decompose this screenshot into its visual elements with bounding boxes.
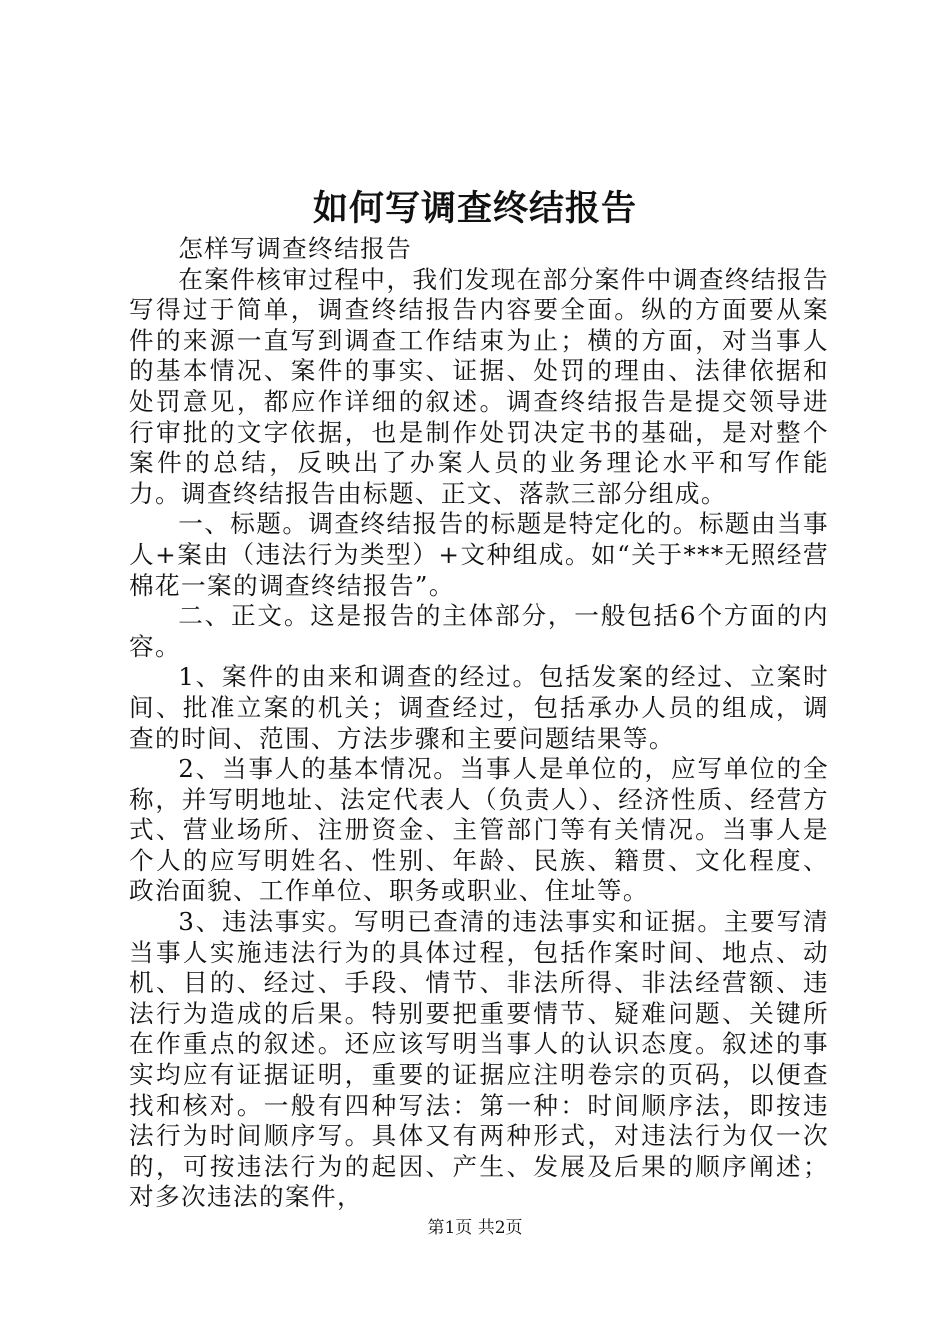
item-1-paragraph: 1、案件的由来和调查的经过。包括发案的经过、立案时间、批准立案的机关；调查经过，包括承办人员的组成，调查的时间、范围、方法步骤和主要问题结果等。 <box>129 662 829 753</box>
intro-paragraph: 在案件核审过程中，我们发现在部分案件中调查终结报告写得过于简单，调查终结报告内容要全面。纵的方面要从案件的来源一直写到调查工作结束为止；横的方面，对当事人的基本情况、案件的事实、证据、处罚的理由、法律依据和处罚意见，都应作详细的叙述。调查终结报告是提交领导进行审批的文字依据，也是制作处罚决定书的基础，是对整个案件的总结，反映出了办案人员的业务理论水平和写作能力。调查终结报告由标题、正文、落款三部分组成。 <box>129 264 829 508</box>
section-title-paragraph: 一、标题。调查终结报告的标题是特定化的。标题由当事人+案由（违法行为类型）+文种组成。如“关于***无照经营棉花一案的调查终结报告”。 <box>129 509 829 600</box>
document-body <box>129 234 829 1213</box>
section-body-paragraph: 二、正文。这是报告的主体部分，一般包括6个方面的内容。 <box>129 601 829 661</box>
item-3-paragraph: 3、违法事实。写明已查清的违法事实和证据。主要写清当事人实施违法行为的具体过程，包括作案时间、地点、动机、目的、经过、手段、情节、非法所得、非法经营额、违法行为造成的后果。特别要把重要情节、疑难问题、关键所在作重点的叙述。还应该写明当事人的认识态度。叙述的事实均应有证据证明，重要的证据应注明卷宗的页码，以便查找和核对。一般有四种写法：第一种：时间顺序法，即按违法行为时间顺序写。具体又有两种形式，对违法行为仅一次的，可按违法行为的起因、产生、发展及后果的顺序阐述；对多次违法的案件， <box>129 907 829 1212</box>
document-title: 如何写调查终结报告 <box>312 189 637 229</box>
page-footer: 第1页 共2页 <box>427 1218 523 1238</box>
subtitle-paragraph: 怎样写调查终结报告 <box>178 234 413 263</box>
item-2-paragraph: 2、当事人的基本情况。当事人是单位的，应写单位的全称，并写明地址、法定代表人（负责人）、经济性质、经营方式、营业场所、注册资金、主管部门等有关情况。当事人是个人的应写明姓名、性别、年龄、民族、籍贯、文化程度、政治面貌、工作单位、职务或职业、住址等。 <box>129 754 829 906</box>
